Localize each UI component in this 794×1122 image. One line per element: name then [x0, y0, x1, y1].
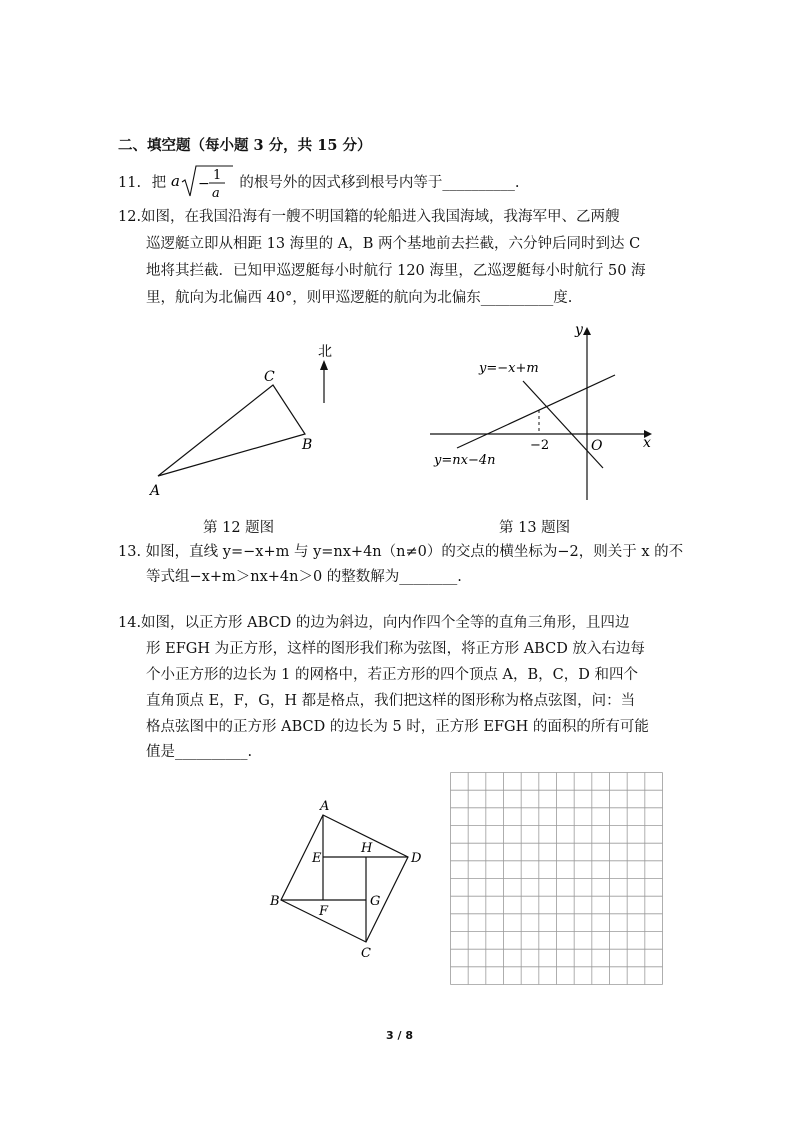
label-g: G	[370, 894, 381, 909]
label-c: C	[361, 946, 371, 961]
q13-line-1: 13. 如图，直线 y=−x+m 与 y=nx+4n（n≠0）的交点的横坐标为−2，则关于 x 的不	[118, 544, 684, 560]
tick-neg-2: −2	[530, 438, 550, 453]
x-axis-label: x	[643, 435, 651, 451]
q14-line-5: 格点弦图中的正方形 ABCD 的边长为 5 时，正方形 EFGH 的面积的所有可能	[146, 719, 649, 735]
y-axis-arrow	[583, 327, 591, 335]
label-h: H	[361, 841, 373, 856]
label-e: E	[312, 851, 322, 866]
q14-line-2: 形 EFGH 为正方形，这样的图形我们称为弦图，将正方形 ABCD 放入右边每	[146, 641, 645, 657]
q12-line-3: 地将其拦截．已知甲巡逻艇每小时航行 120 海里，乙巡逻艇每小时航行 50 海	[146, 263, 646, 279]
q12-line-1: 12.如图，在我国沿海有一艘不明国籍的轮船进入我国海域，我海军甲、乙两艘	[118, 209, 620, 225]
label-d: D	[411, 851, 422, 866]
line1-label: y=−x+m	[479, 361, 539, 376]
q11-radical-svg	[171, 164, 235, 204]
lattice-grid	[449, 771, 665, 987]
point-a-label: A	[150, 483, 161, 499]
origin-label: O	[591, 438, 603, 454]
figure-14	[265, 795, 435, 965]
north-arrow-head	[320, 360, 328, 370]
q11-minus: −	[197, 176, 210, 192]
figure-12	[140, 335, 350, 505]
line2-label: y=nx−4n	[434, 453, 496, 468]
q11-number: 11.	[118, 175, 142, 191]
q11-var-a: a	[170, 172, 180, 190]
question-11	[118, 168, 520, 201]
label-a: A	[320, 799, 330, 814]
square-abcd	[281, 815, 408, 942]
label-b: B	[270, 894, 280, 909]
q13-line-2: 等式组−x+m＞nx+4n＞0 的整数解为________.	[146, 569, 462, 585]
figure-12-caption: 第 12 题图	[203, 520, 275, 536]
grid-lines	[451, 773, 663, 985]
q14-line-1: 14.如图，以正方形 ABCD 的边为斜边，向内作四个全等的直角三角形，且四边	[118, 615, 630, 631]
label-f: F	[319, 904, 329, 919]
figure-13-caption: 第 13 题图	[499, 520, 571, 536]
q14-line-6: 值是__________.	[146, 744, 253, 760]
q11-numerator: 1	[212, 168, 222, 183]
q11-denominator: a	[211, 186, 220, 201]
q11-suffix: 的根号外的因式移到根号内等于__________.	[239, 175, 520, 191]
point-c-label: C	[264, 369, 275, 385]
q14-line-3: 个小正方形的边长为 1 的网格中，若正方形的四个顶点 A，B，C，D 和四个	[146, 667, 639, 683]
y-axis-label: y	[575, 322, 583, 338]
page-number: 3 / 8	[386, 1029, 413, 1042]
q11-prefix: 把	[151, 175, 167, 191]
line-neg-x-plus-m	[523, 381, 603, 468]
q12-line-4: 里，航向为北偏西 40°，则甲巡逻艇的航向为北偏东__________度.	[146, 290, 573, 306]
point-b-label: B	[302, 437, 313, 453]
q11-radical	[170, 168, 235, 201]
q14-line-4: 直角顶点 E，F，G，H 都是格点，我们把这样的图形称为格点弦图，问：当	[146, 693, 636, 709]
q12-line-2: 巡逻艇立即从相距 13 海里的 A，B 两个基地前去拦截，六分钟后同时到达 C	[146, 236, 641, 252]
section-heading: 二、填空题（每小题 3 分，共 15 分）	[118, 137, 372, 154]
triangle-abc	[158, 385, 305, 476]
figure-13	[425, 318, 660, 508]
north-label: 北	[318, 344, 332, 360]
